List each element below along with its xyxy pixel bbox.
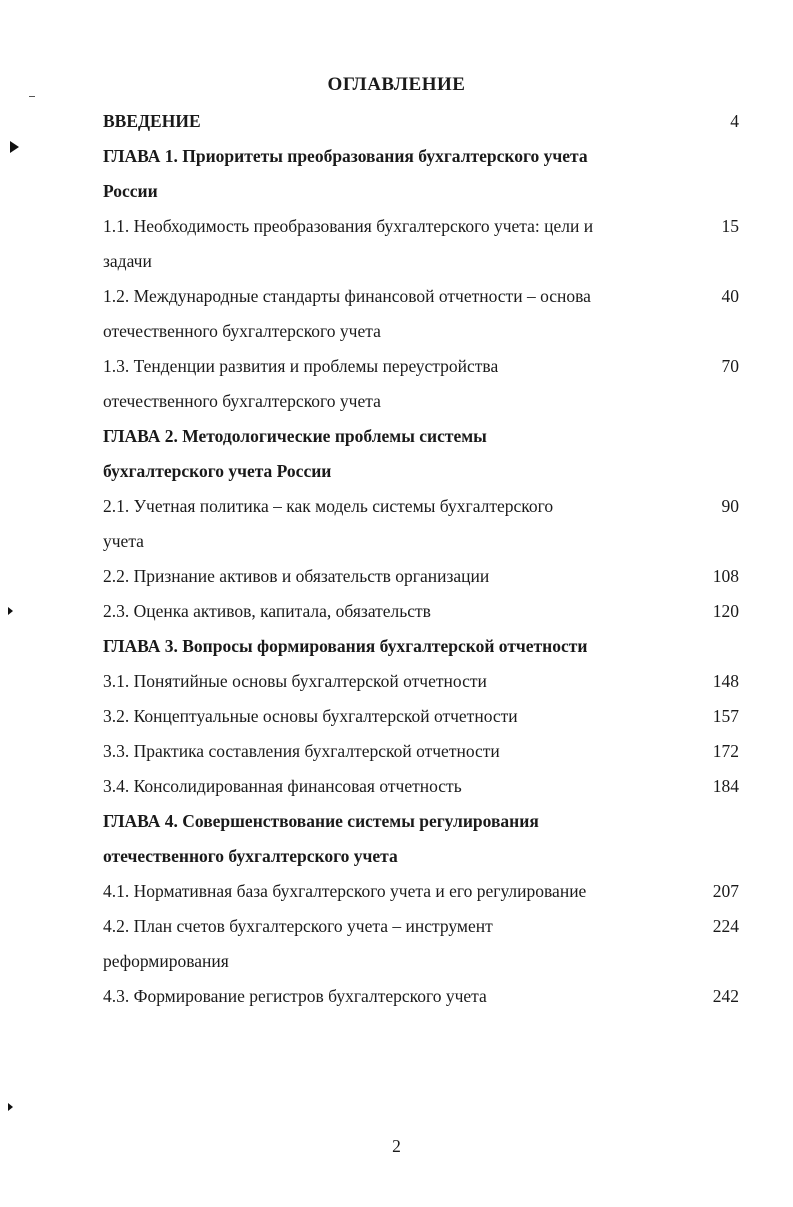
toc-page-number: 207 [712,881,739,901]
toc-page-number: 15 [721,216,739,236]
toc-page-number: 40 [721,286,739,306]
toc-entry-line: отечественного бухгалтерского учета [103,391,381,411]
table-of-contents [103,104,739,1014]
toc-page-number: 90 [721,496,739,516]
toc-entry-line: 3.3. Практика составления бухгалтерской отчетности [103,741,500,761]
toc-section [103,909,739,979]
toc-page-number: 224 [712,916,739,936]
toc-section [103,664,739,699]
toc-chapter [103,419,739,489]
toc-entry-line: ГЛАВА 3. Вопросы формирования бухгалтерской отчетности [103,636,588,656]
toc-entry-line: 4.1. Нормативная база бухгалтерского учета и его регулирование [103,881,587,901]
toc-section [103,349,739,419]
toc-section [103,279,739,349]
scan-mark-top [10,141,19,153]
toc-entry-line: бухгалтерского учета России [103,461,332,481]
toc-chapter [103,804,739,874]
toc-entry-line: 2.1. Учетная политика – как модель системы бухгалтерского [103,496,554,516]
toc-page-number: 157 [712,706,739,726]
toc-section [103,209,739,279]
toc-title: ОГЛАВЛЕНИЕ [327,74,466,95]
page-number: 2 [392,1136,401,1156]
toc-page-number: 108 [712,566,739,586]
toc-entry-line: задачи [103,251,152,271]
scan-speck [29,96,35,97]
toc-entry-line: ГЛАВА 4. Совершенствование системы регулирования [103,811,539,831]
toc-section [103,489,739,559]
toc-entry-line: 2.2. Признание активов и обязательств организации [103,566,490,586]
toc-entry-line: 4.3. Формирование регистров бухгалтерского учета [103,986,487,1006]
toc-section [103,734,739,769]
toc-entry-line: 1.1. Необходимость преобразования бухгалтерского учета: цели и [103,216,594,236]
toc-section [103,559,739,594]
toc-entry-line: 1.2. Международные стандарты финансовой отчетности – основа [103,286,591,306]
toc-page-number: 172 [712,741,739,761]
toc-entry-line: 1.3. Тенденции развития и проблемы переустройства [103,356,499,376]
toc-section [103,979,739,1014]
toc-entry-line: 4.2. План счетов бухгалтерского учета – инструмент [103,916,493,936]
toc-entry-line: России [103,181,158,201]
toc-entry-line: отечественного бухгалтерского учета [103,321,381,341]
scan-mark-bottom [8,1103,13,1111]
toc-page-number: 70 [721,356,739,376]
toc-page-number: 242 [712,986,739,1006]
toc-entry-line: реформирования [103,951,229,971]
toc-entry-line: отечественного бухгалтерского учета [103,846,398,866]
toc-section [103,699,739,734]
toc-page-number: 184 [712,776,739,796]
toc-entry-line: ГЛАВА 2. Методологические проблемы системы [103,426,487,446]
toc-chapter [103,139,739,209]
toc-entry-line: ВВЕДЕНИЕ [103,111,201,131]
toc-entry-line: 2.3. Оценка активов, капитала, обязательств [103,601,431,621]
toc-page-number: 120 [712,601,739,621]
toc-entry-line: 3.1. Понятийные основы бухгалтерской отчетности [103,671,487,691]
toc-entry-line: учета [103,531,144,551]
toc-section [103,874,739,909]
toc-entry-line: 3.4. Консолидированная финансовая отчетность [103,776,462,796]
scan-mark-middle [8,607,13,615]
toc-page-number: 4 [730,111,739,131]
toc-chapter [103,104,739,139]
toc-section [103,594,739,629]
toc-page-number: 148 [712,671,739,691]
toc-section [103,769,739,804]
toc-entry-line: ГЛАВА 1. Приоритеты преобразования бухгалтерского учета [103,146,588,166]
toc-entry-line: 3.2. Концептуальные основы бухгалтерской отчетности [103,706,518,726]
toc-chapter [103,629,739,664]
